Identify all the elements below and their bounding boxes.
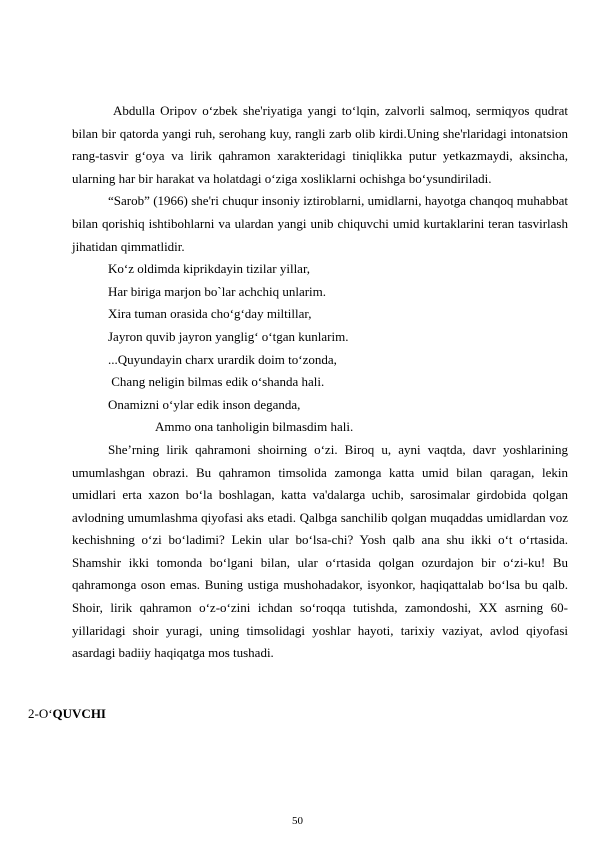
body-text — [72, 100, 568, 665]
paragraph-abdulla-oripov: Abdulla Oripov o‘zbek she'riyatiga yangi to‘lqin, zalvorli salmoq, sermiqyos qudrat bilan bir qatorda yangi ruh, serohang kuy, rangli zarb olib kirdi.Uning she'rlaridagi intonatsion rang-tasvir g‘oya va lirik qahramon xarakteridagi tiniqlikka putur yetkazmaydi, aksincha, ularning har bir harakat va holatdagi o‘ziga xosliklarni ochishga bo‘ysundiriladi. — [72, 103, 568, 186]
section-title: QUVCHI — [52, 706, 106, 721]
paragraph-lirik-qahramon: She’rning lirik qahramoni shoirning o‘zi. Biroq u, ayni vaqtda, davr yoshlarining umumlashgan obrazi. Bu qahramon timsolida zamonga katta umid bilan qaragan, lekin umidlari erta xazon bo‘la boshlagan, katta va'dalarga uchib, sarosimalar girdobida qolgan avlodning umumlashma qiyofasi aks etadi. Qalbga sanchilib qolgan muqaddas umidlardan voz kechishning o‘zi bo‘ladimi? Lekin ular bo‘lsa-chi? Yosh qalb ana shu ikki o‘t o‘rtasida. Shamshir ikki tomonda bo‘lgani bilan, ular o‘rtasida qolgan ozurdajon bir o‘zi-ku! Bu qahramonga oson emas. Buning ustiga mushohadakor, isyonkor, haqiqattalab bo‘lsa bu qalb. Shoir, lirik qahramon o‘z-o‘zini ichdan so‘roqqa tutishda, zamondoshi, XX asrning 60- yillaridagi shoir yuragi, uning timsolidagi yoshlar hayoti, tarixiy vaziyat, avlod qiyofasi asardagi badiiy haqiqatga mos tushadi. — [72, 441, 568, 661]
verse-line: Har biriga marjon bo`lar achchiq unlarim. — [108, 283, 327, 299]
section-number: 2-O‘ — [28, 706, 53, 721]
verse-line: Xira tuman orasida cho‘g‘day miltillar, — [108, 306, 312, 322]
verse-line: Chang neligin bilmas edik o‘shanda hali. — [108, 374, 325, 390]
verse-line: Ko‘z oldimda kiprikdayin tizilar yillar, — [108, 261, 311, 277]
verse-line: Onamizni o‘ylar edik inson deganda, — [108, 396, 301, 412]
page-number: 50 — [292, 815, 303, 827]
verse-line: ...Quyundayin charx urardik doim to‘zonda, — [108, 351, 337, 367]
paragraph-sarob: “Sarob” (1966) she'ri chuqur insoniy iztiroblarni, umidlarni, hayotga chanqoq muhabbat bilan qorishiq ishtibohlarni va ulardan yangi unib chiquvchi umid kurtaklarini teran tasvirlash jihatidan qimmatlidir. — [72, 193, 568, 254]
verse-line: Ammo ona tanholigin bilmasdim hali. — [155, 419, 354, 435]
verse-line: Jayron quvib jayron yanglig‘ o‘tgan kunlarim. — [108, 328, 349, 344]
section-heading — [28, 703, 106, 726]
